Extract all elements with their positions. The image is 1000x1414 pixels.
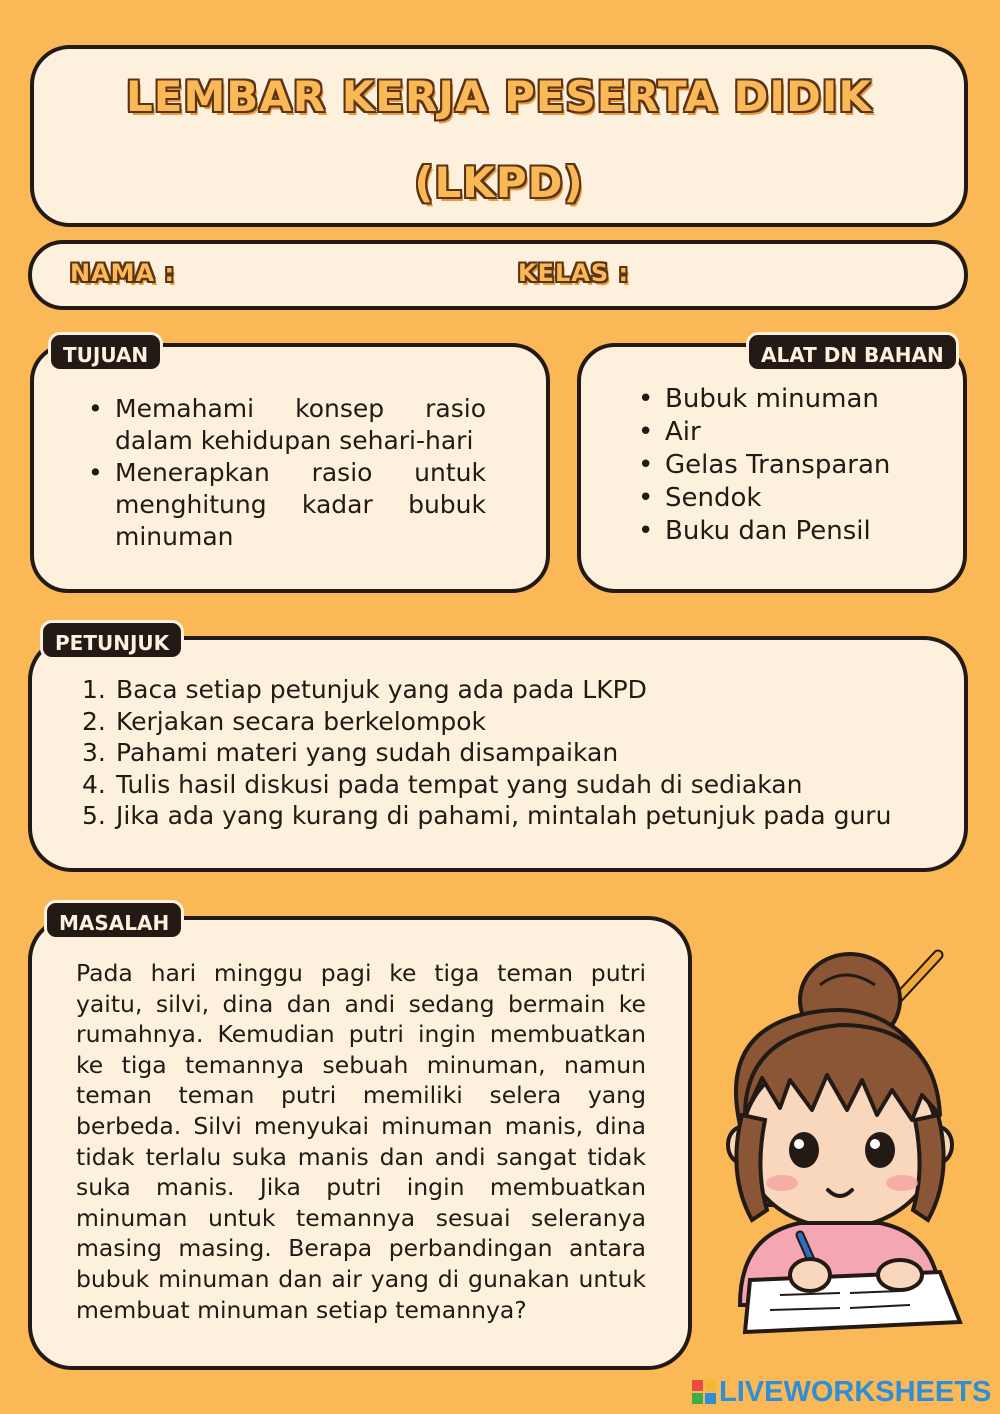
tujuan-tag: TUJUAN [48,332,163,372]
list-item: 4. Tulis hasil diskusi pada tempat yang sudah di sediakan [82,769,803,799]
tujuan-list [88,393,486,553]
liveworksheets-brand: LIVEWORKSHEETS [719,1375,992,1408]
alat-list [638,383,938,548]
girl-writing-illustration [700,945,980,1335]
list-item: • Air [638,416,938,449]
list-item: 3. Pahami materi yang sudah disampaikan [82,738,619,767]
list-item: 1. Baca setiap petunjuk yang ada pada LKPD [82,675,647,704]
list-item: 5. Jika ada yang kurang di pahami, mintalah petunjuk pada guru [82,801,892,830]
list-item: • Gelas Transparan [638,449,938,482]
masalah-text: Pada hari minggu pagi ke tiga teman putri yaitu, silvi, dina dan andi sedang bermain ke rumahnya. Kemudian putri ingin membuatkan ke tiga temannya sebuah minuman, namun teman teman putri memiliki selera yang berbeda. Silvi menyukai minuman manis, dina tidak terlalu suka manis dan andi sangat tidak suka manis. Jika putri ingin membuatkan minuman untuk temannya sesuai seleranya masing masing. Berapa perbandingan antara bubuk minuman dan air yang di gunakan untuk membuat minuman setiap temannya? [76,959,646,1324]
page-title-line2: (LKPD) [414,158,584,207]
petunjuk-list [82,674,942,832]
list-item: • Buku dan Pensil [638,515,938,548]
page-title-line1: LEMBAR KERJA PESERTA DIDIK [126,72,872,121]
list-item: • Menerapkan rasio untuk menghitung kadar bubuk minuman [88,457,486,553]
class-label: KELAS : [518,259,630,287]
petunjuk-tag: PETUNJUK [40,620,184,660]
liveworksheets-logo [692,1375,991,1409]
list-item: • Bubuk minuman [638,383,938,416]
masalah-tag: MASALAH [44,900,184,940]
list-item: 2. Kerjakan secara berkelompok [82,706,486,736]
list-item: • Memahami konsep rasio dalam kehidupan sehari-hari [88,393,486,457]
alat-tag: ALAT DN BAHAN [746,332,959,372]
name-label: NAMA : [70,259,176,287]
liveworksheets-logo-icon [692,1380,716,1404]
list-item: • Sendok [638,482,938,515]
